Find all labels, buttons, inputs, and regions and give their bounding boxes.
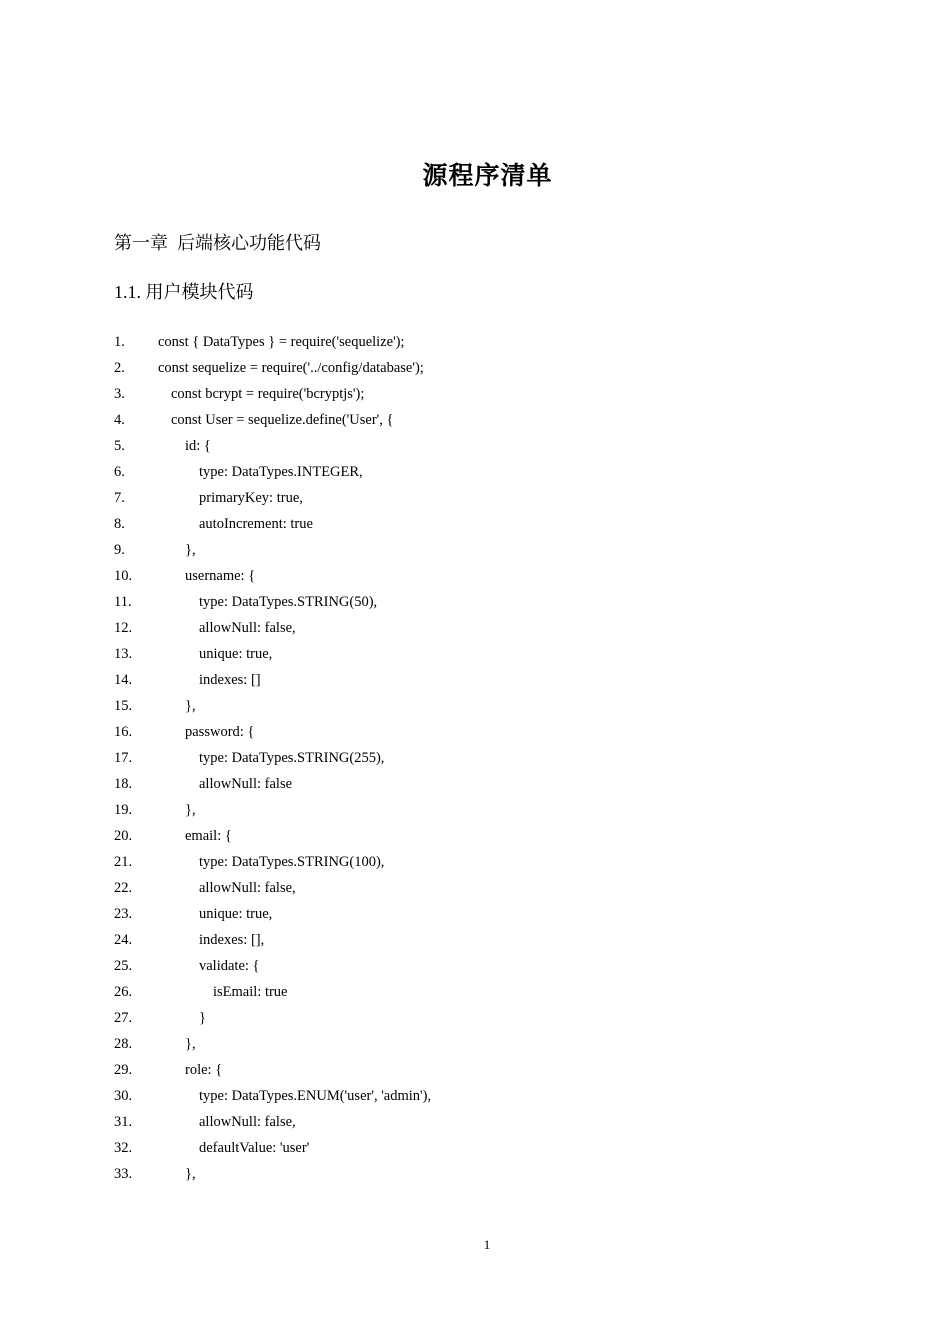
code-text: role: { bbox=[185, 1062, 223, 1078]
code-line bbox=[114, 381, 431, 407]
document-title: 源程序清单 bbox=[422, 163, 553, 190]
code-text: id: { bbox=[185, 438, 211, 454]
code-text: autoIncrement: true bbox=[199, 516, 313, 532]
code-line bbox=[114, 485, 431, 511]
code-line bbox=[114, 511, 431, 537]
code-text: defaultValue: 'user' bbox=[199, 1140, 310, 1156]
line-number: 17. bbox=[114, 750, 133, 766]
code-text: }, bbox=[185, 1166, 196, 1182]
code-line bbox=[114, 875, 431, 901]
line-number: 23. bbox=[114, 906, 133, 922]
code-text: allowNull: false bbox=[199, 776, 293, 792]
code-line bbox=[114, 849, 431, 875]
line-number: 7. bbox=[114, 490, 125, 506]
code-line bbox=[114, 771, 431, 797]
line-number: 15. bbox=[114, 698, 133, 714]
code-text: const User = sequelize.define('User', { bbox=[171, 412, 394, 428]
code-text: }, bbox=[185, 542, 196, 558]
line-number: 19. bbox=[114, 802, 133, 818]
code-text: allowNull: false, bbox=[199, 620, 296, 636]
code-line bbox=[114, 641, 431, 667]
line-number: 32. bbox=[114, 1140, 133, 1156]
code-line bbox=[114, 407, 431, 433]
code-line bbox=[114, 433, 431, 459]
code-text: }, bbox=[185, 698, 196, 714]
code-line bbox=[114, 459, 431, 485]
code-text: }, bbox=[185, 1036, 196, 1052]
code-text: username: { bbox=[185, 568, 256, 584]
line-number: 26. bbox=[114, 984, 133, 1000]
code-text: type: DataTypes.INTEGER, bbox=[199, 464, 363, 480]
code-line bbox=[114, 615, 431, 641]
code-line bbox=[114, 1005, 431, 1031]
line-number: 4. bbox=[114, 412, 125, 428]
line-number: 22. bbox=[114, 880, 133, 896]
page-number: 1 bbox=[483, 1237, 491, 1252]
code-text: unique: true, bbox=[199, 646, 273, 662]
code-line bbox=[114, 1109, 431, 1135]
line-number: 28. bbox=[114, 1036, 133, 1052]
code-line bbox=[114, 927, 431, 953]
code-line bbox=[114, 563, 431, 589]
code-text: indexes: [], bbox=[199, 932, 265, 948]
line-number: 18. bbox=[114, 776, 133, 792]
line-number: 25. bbox=[114, 958, 133, 974]
line-number: 21. bbox=[114, 854, 133, 870]
line-number: 20. bbox=[114, 828, 133, 844]
line-number: 16. bbox=[114, 724, 133, 740]
line-number: 1. bbox=[114, 334, 125, 350]
code-text: unique: true, bbox=[199, 906, 273, 922]
code-line bbox=[114, 329, 431, 355]
line-number: 14. bbox=[114, 672, 133, 688]
chapter-heading: 第一章 后端核心功能代码 bbox=[114, 233, 321, 253]
code-text: isEmail: true bbox=[213, 984, 288, 1000]
code-line bbox=[114, 979, 431, 1005]
code-line bbox=[114, 355, 431, 381]
line-number: 10. bbox=[114, 568, 133, 584]
line-number: 12. bbox=[114, 620, 133, 636]
code-line bbox=[114, 719, 431, 745]
code-text: validate: { bbox=[199, 958, 260, 974]
line-number: 27. bbox=[114, 1010, 133, 1026]
line-number: 31. bbox=[114, 1114, 133, 1130]
line-number: 5. bbox=[114, 438, 125, 454]
code-line bbox=[114, 745, 431, 771]
section-heading: 1.1. 用户模块代码 bbox=[114, 282, 254, 302]
code-line bbox=[114, 1057, 431, 1083]
code-text: primaryKey: true, bbox=[199, 490, 303, 506]
code-text: password: { bbox=[185, 724, 255, 740]
code-text: allowNull: false, bbox=[199, 880, 296, 896]
code-line bbox=[114, 1083, 431, 1109]
line-number: 13. bbox=[114, 646, 133, 662]
line-number: 11. bbox=[114, 594, 132, 610]
code-text: } bbox=[199, 1010, 206, 1026]
code-line bbox=[114, 797, 431, 823]
line-number: 8. bbox=[114, 516, 125, 532]
line-number: 2. bbox=[114, 360, 125, 376]
code-line bbox=[114, 953, 431, 979]
code-line bbox=[114, 693, 431, 719]
code-listing bbox=[114, 329, 431, 1187]
line-number: 30. bbox=[114, 1088, 133, 1104]
code-line bbox=[114, 589, 431, 615]
code-text: type: DataTypes.STRING(255), bbox=[199, 750, 385, 766]
code-line bbox=[114, 1031, 431, 1057]
code-text: allowNull: false, bbox=[199, 1114, 296, 1130]
code-text: const { DataTypes } = require('sequelize'); bbox=[158, 334, 405, 350]
code-line bbox=[114, 901, 431, 927]
line-number: 9. bbox=[114, 542, 125, 558]
line-number: 29. bbox=[114, 1062, 133, 1078]
line-number: 6. bbox=[114, 464, 125, 480]
code-line bbox=[114, 667, 431, 693]
code-text: }, bbox=[185, 802, 196, 818]
line-number: 24. bbox=[114, 932, 133, 948]
code-line bbox=[114, 1161, 431, 1187]
code-text: email: { bbox=[185, 828, 232, 844]
code-text: type: DataTypes.STRING(50), bbox=[199, 594, 378, 610]
code-line bbox=[114, 1135, 431, 1161]
code-line bbox=[114, 537, 431, 563]
code-text: const sequelize = require('../config/database'); bbox=[158, 360, 424, 376]
code-text: indexes: [] bbox=[199, 672, 261, 688]
code-line bbox=[114, 823, 431, 849]
line-number: 33. bbox=[114, 1166, 133, 1182]
code-text: type: DataTypes.ENUM('user', 'admin'), bbox=[199, 1088, 432, 1104]
code-text: const bcrypt = require('bcryptjs'); bbox=[171, 386, 365, 402]
code-text: type: DataTypes.STRING(100), bbox=[199, 854, 385, 870]
line-number: 3. bbox=[114, 386, 125, 402]
